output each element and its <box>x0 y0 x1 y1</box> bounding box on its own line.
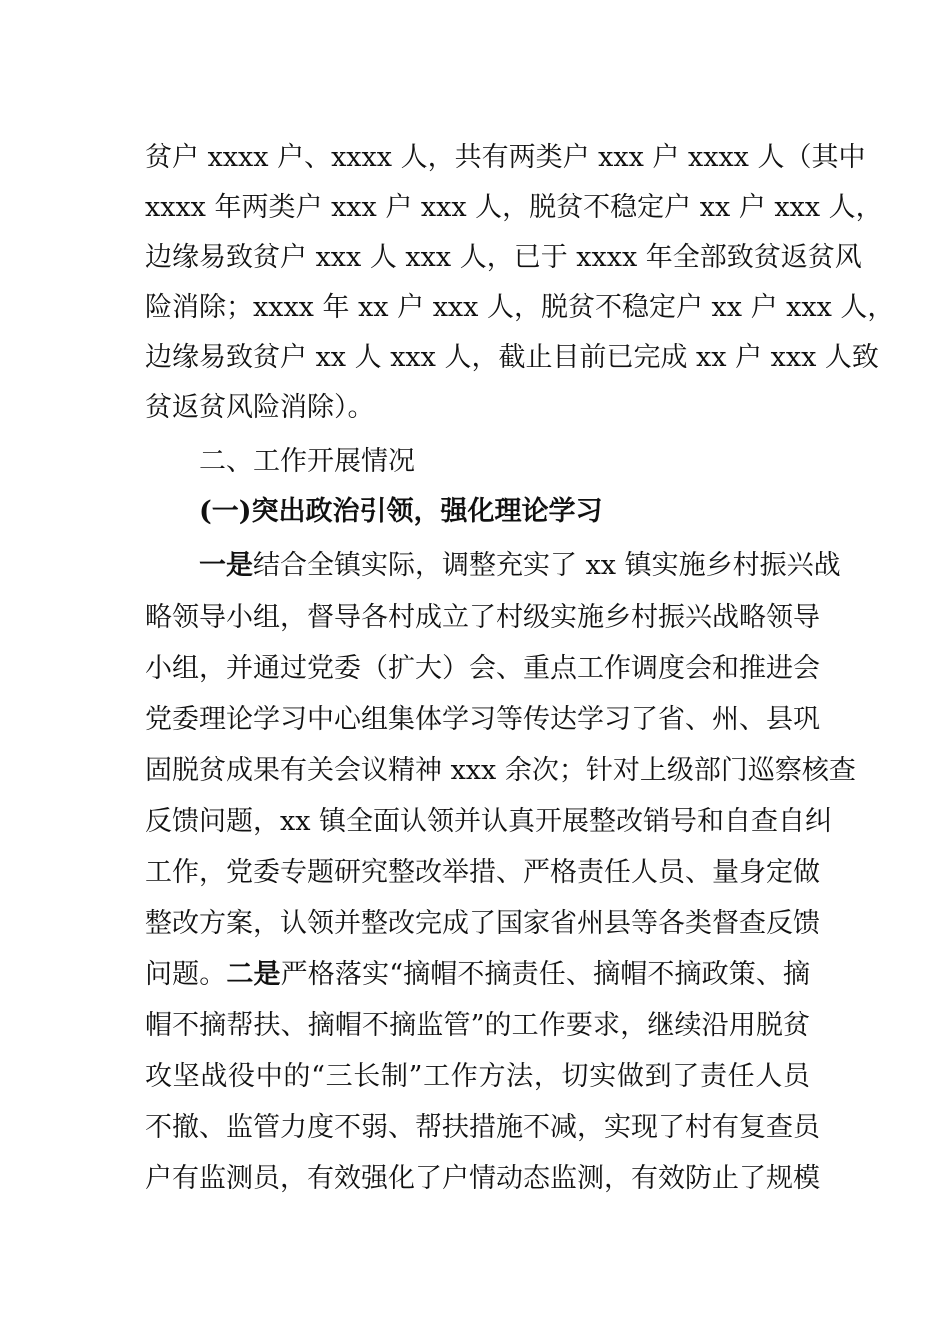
text-line: 小组，并通过党委（扩大）会、重点工作调度会和推进会 <box>145 653 820 684</box>
text-line <box>145 949 810 1001</box>
text-run: 问题。 <box>145 959 227 990</box>
text-line: 党委理论学习中心组集体学习等传达学习了省、州、县巩 <box>145 704 820 735</box>
subsection-heading: (一)突出政治引领，强化理论学习 <box>199 496 603 527</box>
text-line: 边缘易致贫户 xxx 人 xxx 人，已于 xxxx 年全部致贫返贫风 <box>145 242 862 273</box>
text-line: 略领导小组，督导各村成立了村级实施乡村振兴战略领导 <box>145 602 820 633</box>
text-line: 贫返贫风险消除）。 <box>145 392 375 423</box>
text-run: 结合全镇实际，调整充实了 xx 镇实施乡村振兴战 <box>253 550 841 581</box>
emphasis-lead: 一是 <box>199 550 253 581</box>
paragraph-first-line <box>199 540 841 592</box>
text-line: 贫户 xxxx 户、xxxx 人，共有两类户 xxx 户 xxxx 人（其中 <box>145 142 866 173</box>
text-line: 固脱贫成果有关会议精神 xxx 余次；针对上级部门巡察核查 <box>145 755 856 786</box>
text-line: 反馈问题，xx 镇全面认领并认真开展整改销号和自查自纠 <box>145 806 833 837</box>
text-line: 不撤、监管力度不弱、帮扶措施不减，实现了村有复查员 <box>145 1112 820 1143</box>
text-line: 帽不摘帮扶、摘帽不摘监管”的工作要求，继续沿用脱贫 <box>145 1010 810 1041</box>
text-line: 边缘易致贫户 xx 人 xxx 人，截止目前已完成 xx 户 xxx 人致 <box>145 342 879 373</box>
text-run: 严格落实“摘帽不摘责任、摘帽不摘政策、摘 <box>280 959 810 990</box>
emphasis-lead: 二是 <box>226 959 281 990</box>
text-line: 户有监测员，有效强化了户情动态监测，有效防止了规模 <box>145 1163 820 1194</box>
section-heading: 二、工作开展情况 <box>199 446 415 477</box>
text-line: xxxx 年两类户 xxx 户 xxx 人，脱贫不稳定户 xx 户 xxx 人， <box>145 192 883 223</box>
text-line: 工作，党委专题研究整改举措、严格责任人员、量身定做 <box>145 857 820 888</box>
text-line: 整改方案，认领并整改完成了国家省州县等各类督查反馈 <box>145 908 820 939</box>
text-line: 攻坚战役中的“三长制”工作方法，切实做到了责任人员 <box>145 1061 810 1092</box>
text-line: 险消除；xxxx 年 xx 户 xxx 人，脱贫不稳定户 xx 户 xxx 人， <box>145 292 895 323</box>
